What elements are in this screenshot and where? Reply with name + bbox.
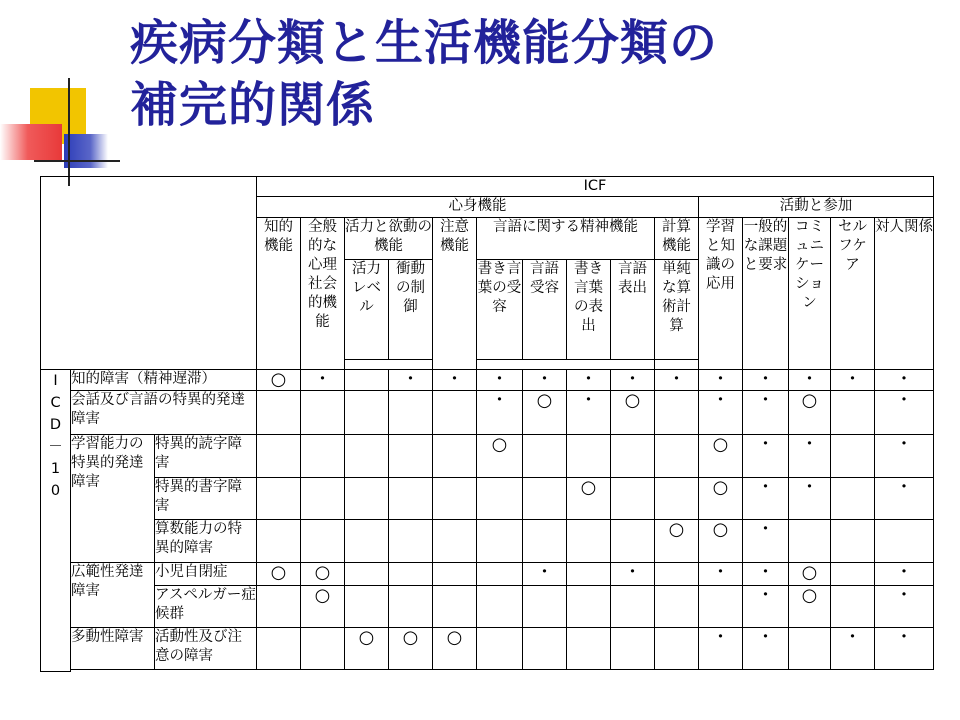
table-row xyxy=(41,370,934,391)
row-label: 特異的読字障害 xyxy=(155,435,257,478)
icd10-char: 1 xyxy=(50,461,61,477)
logo-vertical-line xyxy=(68,78,70,186)
mark-cell xyxy=(567,435,611,478)
mark-cell: ・ xyxy=(875,391,934,435)
title-line-2: 補完的関係 xyxy=(130,77,376,133)
mark-cell xyxy=(523,435,567,478)
mark-cell: ○ xyxy=(477,435,523,478)
mark-cell: ○ xyxy=(257,370,301,391)
table-row xyxy=(41,563,934,586)
table-row xyxy=(41,391,934,435)
icd10-char: － xyxy=(48,439,63,455)
icd10-char: I xyxy=(53,373,58,389)
table-row xyxy=(41,586,934,628)
mark-cell xyxy=(875,520,934,563)
mark-cell: ・ xyxy=(789,478,831,520)
mark-cell xyxy=(433,520,477,563)
mark-cell xyxy=(433,435,477,478)
col-applying-knowledge: 学習と知識の応用 xyxy=(699,218,743,370)
mark-cell xyxy=(611,478,655,520)
mark-cell: ・ xyxy=(875,435,934,478)
mark-cell: ○ xyxy=(789,391,831,435)
mark-cell: ・ xyxy=(655,370,699,391)
mark-cell: ・ xyxy=(699,370,743,391)
mark-cell xyxy=(523,478,567,520)
col-simple-calc: 単純な算術計算 xyxy=(655,260,699,360)
mark-cell xyxy=(831,520,875,563)
mark-cell: ○ xyxy=(257,563,301,586)
mark-cell xyxy=(433,563,477,586)
row-label: 特異的書字障害 xyxy=(155,478,257,520)
mark-cell: ○ xyxy=(433,628,477,670)
mark-cell: ・ xyxy=(743,478,789,520)
mark-cell: ・ xyxy=(699,563,743,586)
icf-header: ICF xyxy=(257,177,934,197)
mark-cell xyxy=(257,391,301,435)
body-functions-header: 心身機能 xyxy=(257,197,699,218)
mark-cell xyxy=(831,586,875,628)
mark-cell xyxy=(257,520,301,563)
mark-cell xyxy=(567,628,611,670)
mark-cell: ・ xyxy=(477,391,523,435)
mark-cell: ・ xyxy=(743,628,789,670)
mark-cell: ○ xyxy=(389,628,433,670)
mark-cell: ○ xyxy=(699,435,743,478)
row-label: 小児自閉症 xyxy=(155,563,257,586)
mark-cell: ・ xyxy=(523,370,567,391)
col-communication: コミュニケーション xyxy=(789,218,831,370)
mark-cell: ・ xyxy=(699,628,743,670)
mark-cell: ○ xyxy=(301,563,345,586)
mark-cell xyxy=(389,586,433,628)
row-label: アスペルガー症候群 xyxy=(155,586,257,628)
mark-cell: ・ xyxy=(743,391,789,435)
mark-cell: ・ xyxy=(831,628,875,670)
mark-cell xyxy=(655,628,699,670)
icd10-label xyxy=(41,370,71,672)
table-row xyxy=(41,435,934,478)
mark-cell xyxy=(389,435,433,478)
mark-cell: ・ xyxy=(789,435,831,478)
mark-cell xyxy=(831,391,875,435)
col-energy-level: 活力レベル xyxy=(345,260,389,360)
header-spacer-a xyxy=(345,360,433,370)
mark-cell xyxy=(523,586,567,628)
mark-cell xyxy=(567,563,611,586)
col-general-psych: 全般的な心理社会的機能 xyxy=(301,218,345,370)
mark-cell xyxy=(477,520,523,563)
mark-cell: ・ xyxy=(743,563,789,586)
mark-cell: ○ xyxy=(301,586,345,628)
mark-cell: ○ xyxy=(655,520,699,563)
mark-cell xyxy=(477,586,523,628)
mark-cell xyxy=(301,478,345,520)
col-general-tasks: 一般的な課題と要求 xyxy=(743,218,789,370)
mark-cell xyxy=(611,628,655,670)
mark-cell xyxy=(831,435,875,478)
table-corner xyxy=(41,177,257,370)
table-row xyxy=(41,520,934,563)
mark-cell xyxy=(389,478,433,520)
col-energy-drive: 活力と欲動の機能 xyxy=(345,218,433,260)
mark-cell xyxy=(655,435,699,478)
mark-cell xyxy=(389,520,433,563)
mark-cell: ・ xyxy=(875,478,934,520)
mark-cell xyxy=(345,586,389,628)
mark-cell xyxy=(345,370,389,391)
mark-cell: ・ xyxy=(477,370,523,391)
icd10-char: 0 xyxy=(50,483,61,499)
mark-cell xyxy=(831,563,875,586)
mark-cell xyxy=(389,563,433,586)
mark-cell: ・ xyxy=(743,435,789,478)
icd10-char: C xyxy=(50,395,61,411)
mark-cell: ・ xyxy=(789,370,831,391)
group-label: 広範性発達障害 xyxy=(71,563,155,628)
col-written-expression: 書き言葉の表出 xyxy=(567,260,611,360)
mark-cell xyxy=(655,563,699,586)
col-interpersonal: 対人関係 xyxy=(875,218,934,370)
col-intellectual: 知的機能 xyxy=(257,218,301,370)
table-bottom-spacer xyxy=(41,670,934,672)
mark-cell: ○ xyxy=(345,628,389,670)
mark-cell: ・ xyxy=(743,520,789,563)
mark-cell xyxy=(345,563,389,586)
mark-cell: ・ xyxy=(567,391,611,435)
mark-cell: ・ xyxy=(389,370,433,391)
mark-cell: ・ xyxy=(523,563,567,586)
col-attention: 注意機能 xyxy=(433,218,477,370)
mark-cell: ・ xyxy=(875,586,934,628)
mark-cell: ・ xyxy=(875,628,934,670)
mark-cell xyxy=(345,520,389,563)
mark-cell xyxy=(831,478,875,520)
col-calculation: 計算機能 xyxy=(655,218,699,260)
mark-cell: ○ xyxy=(789,563,831,586)
mark-cell: ○ xyxy=(523,391,567,435)
mark-cell: ・ xyxy=(567,370,611,391)
table-row xyxy=(41,628,934,670)
row-label: 会話及び言語の特異的発達障害 xyxy=(71,391,257,435)
mark-cell xyxy=(789,520,831,563)
mark-cell xyxy=(301,435,345,478)
mark-cell: ○ xyxy=(789,586,831,628)
mark-cell xyxy=(523,520,567,563)
mark-cell xyxy=(257,478,301,520)
mark-cell xyxy=(655,391,699,435)
mark-cell xyxy=(433,478,477,520)
mark-cell: ・ xyxy=(699,391,743,435)
mark-cell xyxy=(433,586,477,628)
col-written-reception: 書き言葉の受容 xyxy=(477,260,523,360)
col-self-care: セルフケア xyxy=(831,218,875,370)
header-spacer-c xyxy=(655,360,699,370)
mark-cell xyxy=(301,520,345,563)
mark-cell: ○ xyxy=(699,520,743,563)
mark-cell: ・ xyxy=(611,563,655,586)
group-label: 学習能力の特異的発達障害 xyxy=(71,435,155,563)
mark-cell xyxy=(257,435,301,478)
mark-cell xyxy=(257,628,301,670)
mark-cell xyxy=(389,391,433,435)
mark-cell xyxy=(345,478,389,520)
classification-table xyxy=(40,176,934,672)
col-language-mental: 言語に関する精神機能 xyxy=(477,218,655,260)
mark-cell xyxy=(611,586,655,628)
mark-cell: ・ xyxy=(875,563,934,586)
icd10-char: D xyxy=(49,417,62,433)
group-label: 多動性障害 xyxy=(71,628,155,670)
mark-cell xyxy=(567,586,611,628)
logo-blue-square xyxy=(64,134,108,168)
mark-cell xyxy=(789,628,831,670)
mark-cell xyxy=(611,435,655,478)
activity-participation-header: 活動と参加 xyxy=(699,197,934,218)
mark-cell: ○ xyxy=(699,478,743,520)
col-language-expression: 言語表出 xyxy=(611,260,655,360)
mark-cell xyxy=(433,391,477,435)
mark-cell: ○ xyxy=(567,478,611,520)
mark-cell xyxy=(345,435,389,478)
mark-cell xyxy=(345,391,389,435)
mark-cell xyxy=(477,478,523,520)
mark-cell: ・ xyxy=(743,586,789,628)
mark-cell: ・ xyxy=(743,370,789,391)
mark-cell xyxy=(611,520,655,563)
slide-title xyxy=(130,12,930,136)
col-impulse-control: 衝動の制御 xyxy=(389,260,433,360)
mark-cell: ・ xyxy=(611,370,655,391)
mark-cell xyxy=(655,478,699,520)
row-label: 算数能力の特異的障害 xyxy=(155,520,257,563)
mark-cell xyxy=(257,586,301,628)
col-language-reception: 言語受容 xyxy=(523,260,567,360)
logo-red-bar xyxy=(0,124,62,160)
mark-cell: ・ xyxy=(875,370,934,391)
mark-cell: ・ xyxy=(433,370,477,391)
mark-cell xyxy=(301,628,345,670)
mark-cell: ・ xyxy=(831,370,875,391)
mark-cell: ○ xyxy=(611,391,655,435)
header-spacer-b xyxy=(477,360,655,370)
mark-cell: ・ xyxy=(301,370,345,391)
logo-horizontal-line xyxy=(34,160,120,162)
table-row xyxy=(41,478,934,520)
mark-cell xyxy=(301,391,345,435)
mark-cell xyxy=(477,628,523,670)
row-label: 知的障害（精神遅滞） xyxy=(71,370,257,391)
mark-cell xyxy=(477,563,523,586)
row-label: 活動性及び注意の障害 xyxy=(155,628,257,670)
mark-cell xyxy=(523,628,567,670)
mark-cell xyxy=(567,520,611,563)
mark-cell xyxy=(655,586,699,628)
title-line-1: 疾病分類と生活機能分類の xyxy=(130,15,719,71)
mark-cell xyxy=(699,586,743,628)
decorative-logo xyxy=(0,0,120,190)
